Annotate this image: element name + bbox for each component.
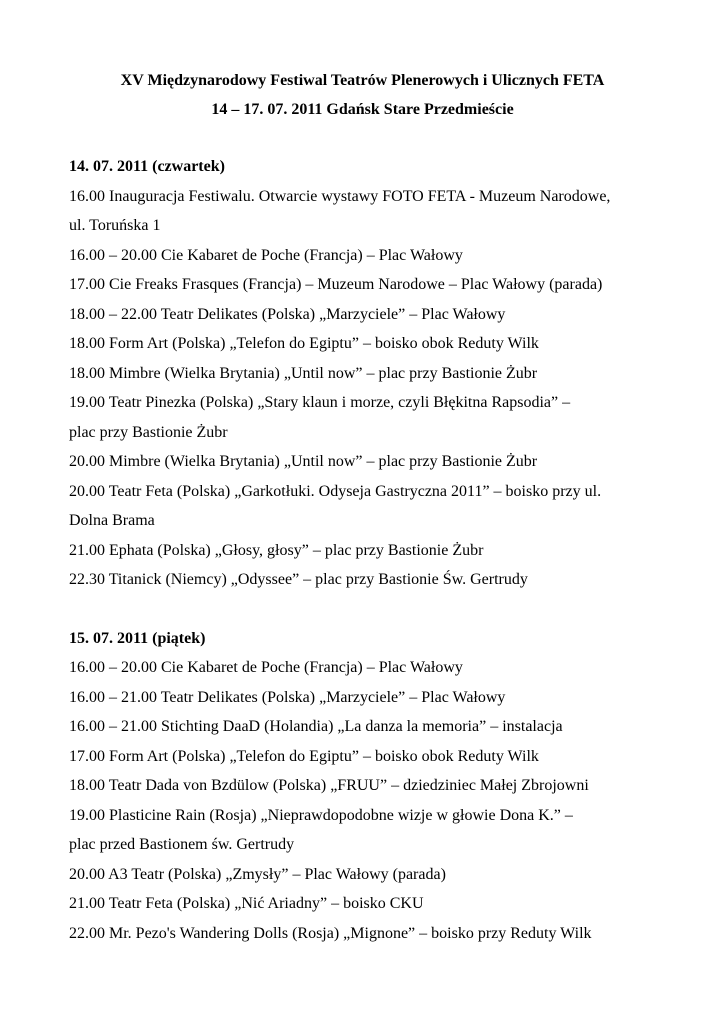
event-entry-continuation: Dolna Brama (69, 512, 155, 529)
event-entry: 20.00 Mimbre (Wielka Brytania) „Until now” – plac przy Bastionie Żubr (69, 453, 538, 470)
event-entry: 22.00 Mr. Pezo's Wandering Dolls (Rosja) „Mignone” – boisko przy Reduty Wilk (69, 924, 592, 942)
day-heading: 15. 07. 2011 (piątek) (69, 629, 206, 647)
event-entry: 16.00 – 21.00 Stichting DaaD (Holandia) „La danza la memoria” – instalacja (69, 718, 563, 735)
event-entry: 20.00 A3 Teatr (Polska) „Zmysły” – Plac Wałowy (parada) (69, 865, 446, 883)
event-entry: 18.00 Teatr Dada von Bzdülow (Polska) „FRUU” – dziedziniec Małej Zbrojowni (69, 777, 589, 794)
event-entry-continuation: plac przy Bastionie Żubr (69, 423, 228, 441)
event-entry: 18.00 Mimbre (Wielka Brytania) „Until now” – plac przy Bastionie Żubr (69, 364, 538, 382)
event-entry: 16.00 – 20.00 Cie Kabaret de Poche (Francja) – Plac Wałowy (69, 659, 463, 676)
event-entry: 17.00 Form Art (Polska) „Telefon do Egiptu” – boisko obok Reduty Wilk (69, 747, 539, 765)
event-entry: 21.00 Teatr Feta (Polska) „Nić Ariadny” – boisko CKU (69, 895, 424, 912)
schedule-day-section (69, 624, 669, 949)
event-entry-continuation: ul. Toruńska 1 (69, 217, 161, 234)
event-entry: 16.00 Inauguracja Festiwalu. Otwarcie wystawy FOTO FETA - Muzeum Narodowe, (69, 187, 611, 205)
event-entry: 17.00 Cie Freaks Frasques (Francja) – Muzeum Narodowe – Plac Wałowy (parada) (69, 276, 603, 293)
event-entry: 18.00 Form Art (Polska) „Telefon do Egiptu” – boisko obok Reduty Wilk (69, 335, 539, 352)
day-heading: 14. 07. 2011 (czwartek) (69, 158, 225, 175)
event-entry-continuation: plac przed Bastionem św. Gertrudy (69, 836, 295, 853)
event-entry: 19.00 Teatr Pinezka (Polska) „Stary klaun i morze, czyli Błękitna Rapsodia” – (69, 394, 571, 411)
event-entry: 20.00 Teatr Feta (Polska) „Garkotłuki. Odyseja Gastryczna 2011” – boisko przy ul. (69, 482, 602, 500)
document-title: XV Międzynarodowy Festiwal Teatrów Plenerowych i Ulicznych FETA (120, 72, 605, 89)
event-entry: 16.00 – 21.00 Teatr Delikates (Polska) „Marzyciele” – Plac Wałowy (69, 688, 506, 706)
event-entry: 21.00 Ephata (Polska) „Głosy, głosy” – plac przy Bastionie Żubr (69, 541, 484, 559)
document-subtitle: 14 – 17. 07. 2011 Gdańsk Stare Przedmieście (211, 101, 514, 118)
event-entry: 16.00 – 20.00 Cie Kabaret de Poche (Francja) – Plac Wałowy (69, 246, 463, 264)
event-entry: 18.00 – 22.00 Teatr Delikates (Polska) „Marzyciele” – Plac Wałowy (69, 305, 506, 323)
schedule-day-section (69, 152, 669, 595)
schedule-sections (69, 152, 669, 977)
event-entry: 19.00 Plasticine Rain (Rosja) „Nieprawdopodobne wizje w głowie Dona K.” – (69, 806, 573, 824)
event-entry: 22.30 Titanick (Niemcy) „Odyssee” – plac przy Bastionie Św. Gertrudy (69, 571, 528, 588)
title-block (0, 66, 725, 124)
